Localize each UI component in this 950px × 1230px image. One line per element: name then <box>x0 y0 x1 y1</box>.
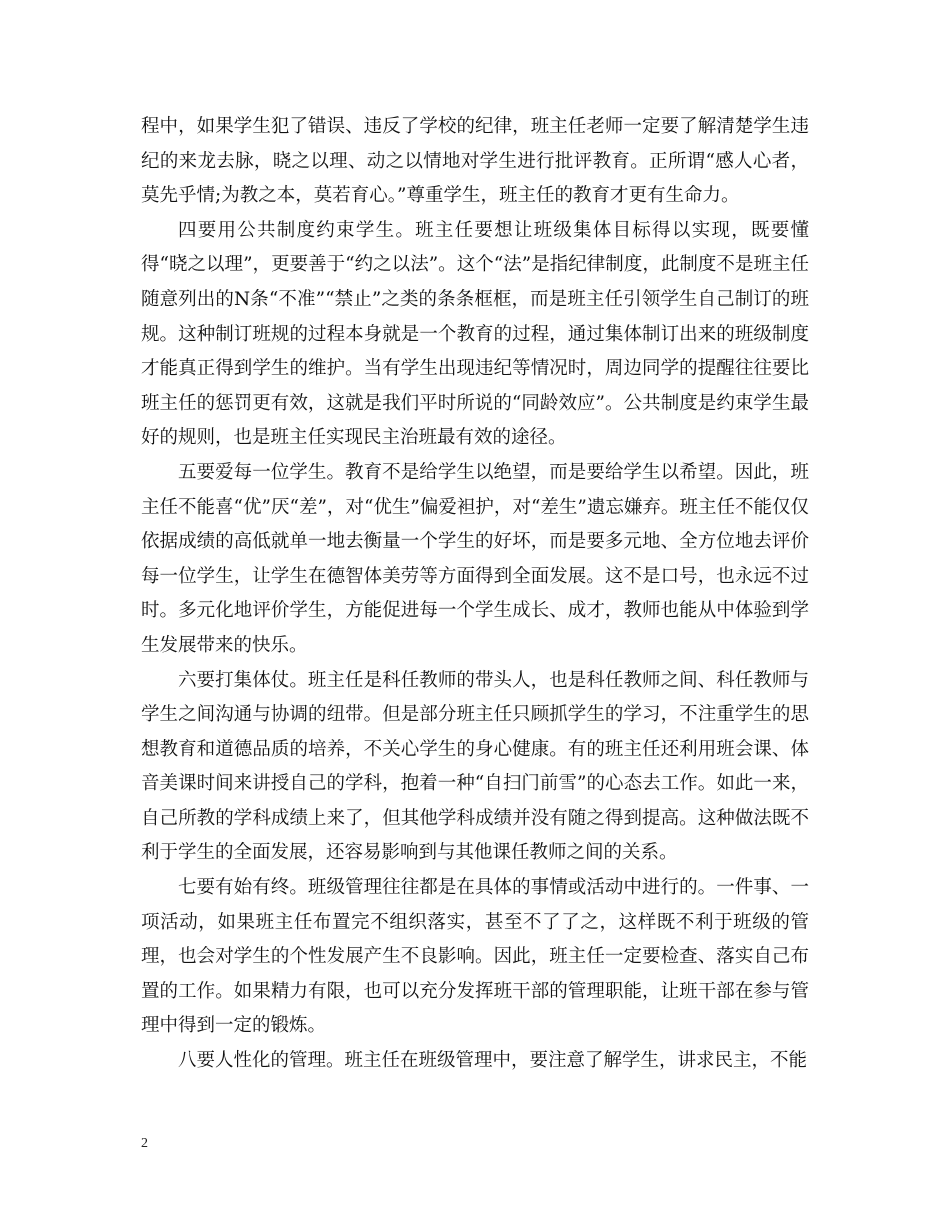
page-number: 2 <box>141 1136 148 1151</box>
paragraph-2: 四要用公共制度约束学生。班主任要想让班级集体目标得以实现，既要懂得“晓之以理”，更要善于“约之以法”。这个“法”是指纪律制度，此制度不是班主任随意列出的N条“不准”“禁止”之类的条条框框，而是班主任引领学生自己制订的班规。这种制订班规的过程本身就是一个教育的过程，通过集体制订出来的班级制度才能真正得到学生的维护。当有学生出现违纪等情况时，周边同学的提醒往往要比班主任的惩罚更有效，这就是我们平时所说的“同龄效应”。公共制度是约束学生最好的规则，也是班主任实现民主治班最有效的途径。 <box>141 219 809 449</box>
paragraph-4: 六要打集体仗。班主任是科任教师的带头人，也是科任教师之间、科任教师与学生之间沟通与协调的纽带。但是部分班主任只顾抓学生的学习，不注重学生的思想教育和道德品质的培养，不关心学生的身心健康。有的班主任还利用班会课、体音美课时间来讲授自己的学科，抱着一种“自扫门前雪”的心态去工作。如此一来，自己所教的学科成绩上来了，但其他学科成绩并没有随之得到提高。这种做法既不利于学生的全面发展，还容易影响到与其他课任教师之间的关系。 <box>141 669 809 864</box>
paragraph-1: 程中，如果学生犯了错误、违反了学校的纪律，班主任老师一定要了解清楚学生违纪的来龙去脉，晓之以理、动之以情地对学生进行批评教育。正所谓“感人心者，莫先乎情;为教之本，莫若育心。”尊重学生，班主任的教育才更有生命力。 <box>141 116 809 207</box>
paragraph-3: 五要爱每一位学生。教育不是给学生以绝望，而是要给学生以希望。因此，班主任不能喜“优”厌“差”，对“优生”偏爱袒护，对“差生”遗忘嫌弃。班主任不能仅仅依据成绩的高低就单一地去衡量一个学生的好坏，而是要多元地、全方位地去评价每一位学生，让学生在德智体美劳等方面得到全面发展。这不是口号，也永远不过时。多元化地评价学生，方能促进每一个学生成长、成才，教师也能从中体验到学生发展带来的快乐。 <box>141 461 809 656</box>
paragraph-5: 七要有始有终。班级管理往往都是在具体的事情或活动中进行的。一件事、一项活动，如果班主任布置完不组织落实，甚至不了了之，这样既不利于班级的管理，也会对学生的个性发展产生不良影响。因此，班主任一定要检查、落实自己布置的工作。如果精力有限，也可以充分发挥班干部的管理职能，让班干部在参与管理中得到一定的锻炼。 <box>141 877 809 1037</box>
document-body <box>141 110 809 1079</box>
paragraph-6: 八要人性化的管理。班主任在班级管理中，要注意了解学生，讲求民主，不能 <box>178 1050 808 1072</box>
